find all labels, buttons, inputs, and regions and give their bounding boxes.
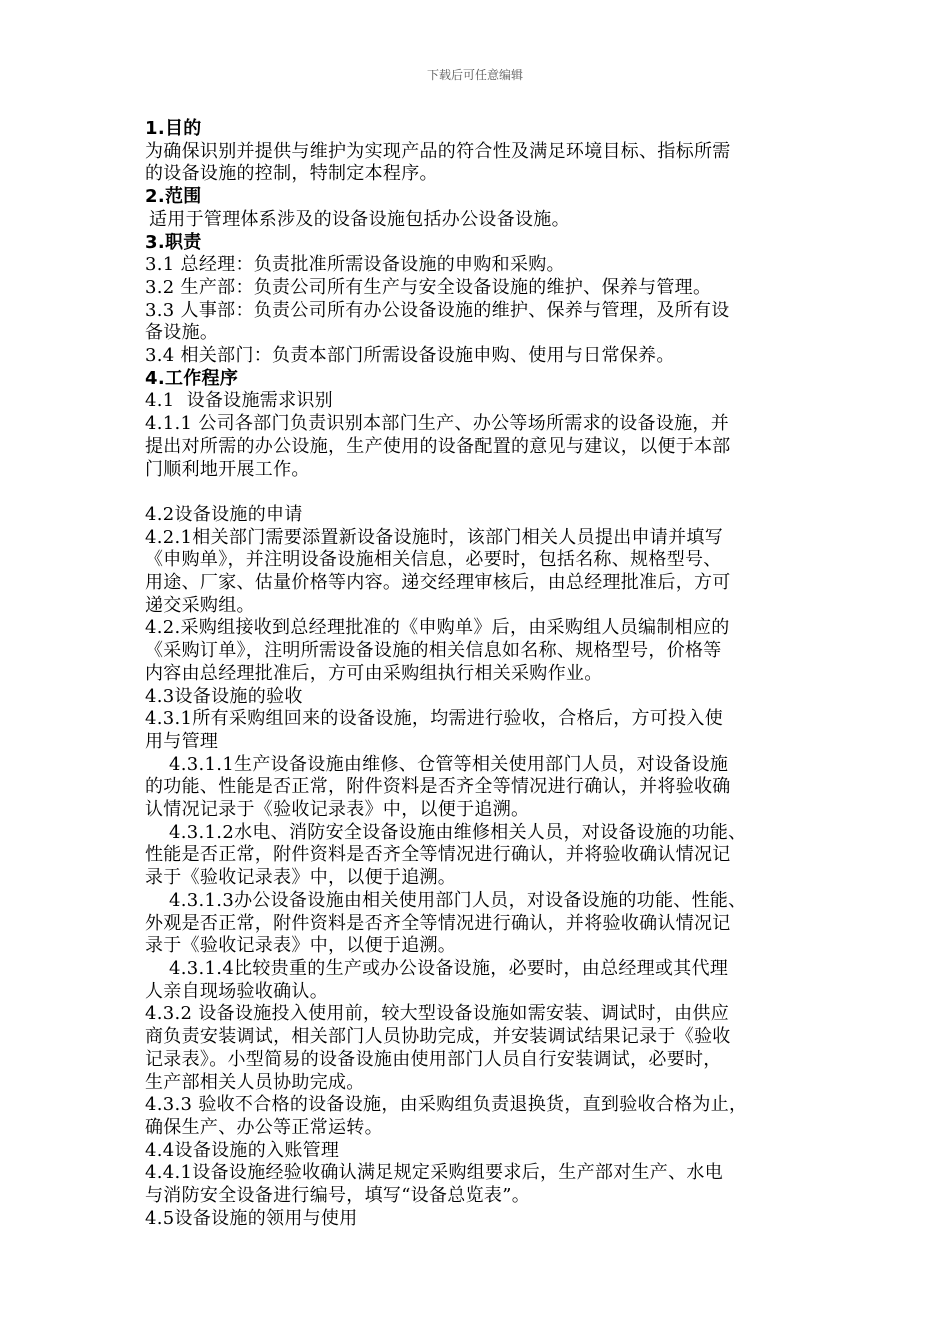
paragraph-line: 3.4 相关部门：负责本部门所需设备设施申购、使用与日常保养。 (145, 345, 675, 367)
paragraph-line: 的功能、性能是否正常，附件资料是否齐全等情况进行确认，并将验收确 (145, 776, 731, 798)
paragraph-line: 4.4.1设备设施经验收确认满足规定采购组要求后，生产部对生产、水电 (145, 1162, 723, 1184)
paragraph-line: 记录表》。小型简易的设备设施由使用部门人员自行安装调试，必要时， (145, 1048, 722, 1070)
paragraph-line: 提出对所需的办公设施，生产使用的设备配置的意见与建议，以便于本部 (145, 435, 731, 457)
paragraph-line: 生产部相关人员协助完成。 (145, 1071, 365, 1093)
paragraph-line: 的设备设施的控制，特制定本程序。 (145, 163, 438, 185)
paragraph-line: 与消防安全设备进行编号，填写“设备总览表”。 (145, 1185, 531, 1207)
paragraph-line: 认情况记录于《验收记录表》中，以便于追溯。 (145, 799, 530, 821)
paragraph-line: 内容由总经理批准后，方可由采购组执行相关采购作业。 (145, 662, 603, 684)
paragraph-line: 4.2.1相关部门需要添置新设备设施时，该部门相关人员提出申请并填写 (145, 526, 723, 548)
paragraph-line: 3.2 生产部：负责公司所有生产与安全设备设施的维护、保养与管理。 (145, 276, 712, 298)
paragraph-line: 人亲自现场验收确认。 (145, 980, 328, 1002)
document-body (145, 118, 865, 1230)
section-heading-scope: 2.范围 (145, 186, 202, 208)
paragraph-line: 性能是否正常，附件资料是否齐全等情况进行确认，并将验收确认情况记 (145, 844, 731, 866)
paragraph-line: 为确保识别并提供与维护为实现产品的符合性及满足环境目标、指标所需 (145, 140, 731, 162)
paragraph-line: 递交采购组。 (145, 594, 255, 616)
section-heading-purpose: 1.目的 (145, 118, 202, 139)
paragraph-line: 门顺利地开展工作。 (145, 458, 310, 480)
paragraph-line: 确保生产、办公等正常运转。 (145, 1116, 383, 1138)
paragraph-line: 3.1 总经理：负责批准所需设备设施的申购和采购。 (145, 254, 565, 276)
section-heading-procedure: 4.工作程序 (145, 367, 239, 389)
blank-line (145, 481, 865, 504)
paragraph-line: 适用于管理体系涉及的设备设施包括办公设备设施。 (149, 208, 570, 230)
paragraph-line: 4.2.采购组接收到总经理批准的《申购单》后，由采购组人员编制相应的 (145, 617, 730, 639)
paragraph-line: 3.3 人事部：负责公司所有办公设备设施的维护、保养与管理，及所有设 (145, 299, 730, 321)
paragraph-line: 录于《验收记录表》中，以便于追溯。 (145, 867, 457, 889)
paragraph-line: 录于《验收记录表》中，以便于追溯。 (145, 935, 457, 957)
paragraph-line: 4.2设备设施的申请 (145, 503, 303, 525)
paragraph-line: 商负责安装调试，相关部门人员协助完成，并安装调试结果记录于《验收 (145, 1026, 731, 1048)
paragraph-line: 4.4设备设施的入账管理 (145, 1139, 340, 1161)
paragraph-line: 4.3.2 设备设施投入使用前，较大型设备设施如需安装、调试时，由供应 (145, 1003, 730, 1025)
paragraph-line: 4.3.1.3办公设备设施由相关使用部门人员，对设备设施的功能、性能、 (169, 889, 747, 911)
paragraph-line: 《采购订单》，注明所需设备设施的相关信息如名称、规格型号，价格等 (145, 640, 722, 662)
section-heading-responsibilities: 3.职责 (145, 231, 202, 253)
paragraph-line: 4.3.1.4比较贵重的生产或办公设备设施，必要时，由总经理或其代理 (169, 958, 729, 979)
paragraph-line: 4.1.1 公司各部门负责识别本部门生产、办公等场所需求的设备设施，并 (145, 413, 730, 435)
header-note: 下载后可任意编辑 (426, 68, 523, 82)
paragraph-line: 4.3.3 验收不合格的设备设施，由采购组负责退换货，直到验收合格为止， (145, 1094, 748, 1116)
paragraph-line: 4.3设备设施的验收 (145, 685, 303, 707)
paragraph-line: 4.3.1所有采购组回来的设备设施，均需进行验收，合格后，方可投入使 (145, 708, 723, 730)
paragraph-line: 4.5设备设施的领用与使用 (145, 1207, 358, 1229)
paragraph-line: 4.3.1.1生产设备设施由维修、仓管等相关使用部门人员，对设备设施 (169, 753, 729, 775)
paragraph-line: 《申购单》，并注明设备设施相关信息，必要时，包括名称、规格型号、 (145, 549, 722, 571)
paragraph-line: 4.1 设备设施需求识别 (145, 390, 333, 412)
paragraph-line: 4.3.1.2水电、消防安全设备设施由维修相关人员，对设备设施的功能、 (169, 821, 747, 843)
paragraph-line: 备设施。 (145, 322, 219, 344)
paragraph-line: 用途、厂家、估量价格等内容。递交经理审核后，由总经理批准后，方可 (145, 572, 731, 594)
paragraph-line: 外观是否正常，附件资料是否齐全等情况进行确认，并将验收确认情况记 (145, 912, 731, 934)
paragraph-line: 用与管理 (145, 730, 219, 752)
